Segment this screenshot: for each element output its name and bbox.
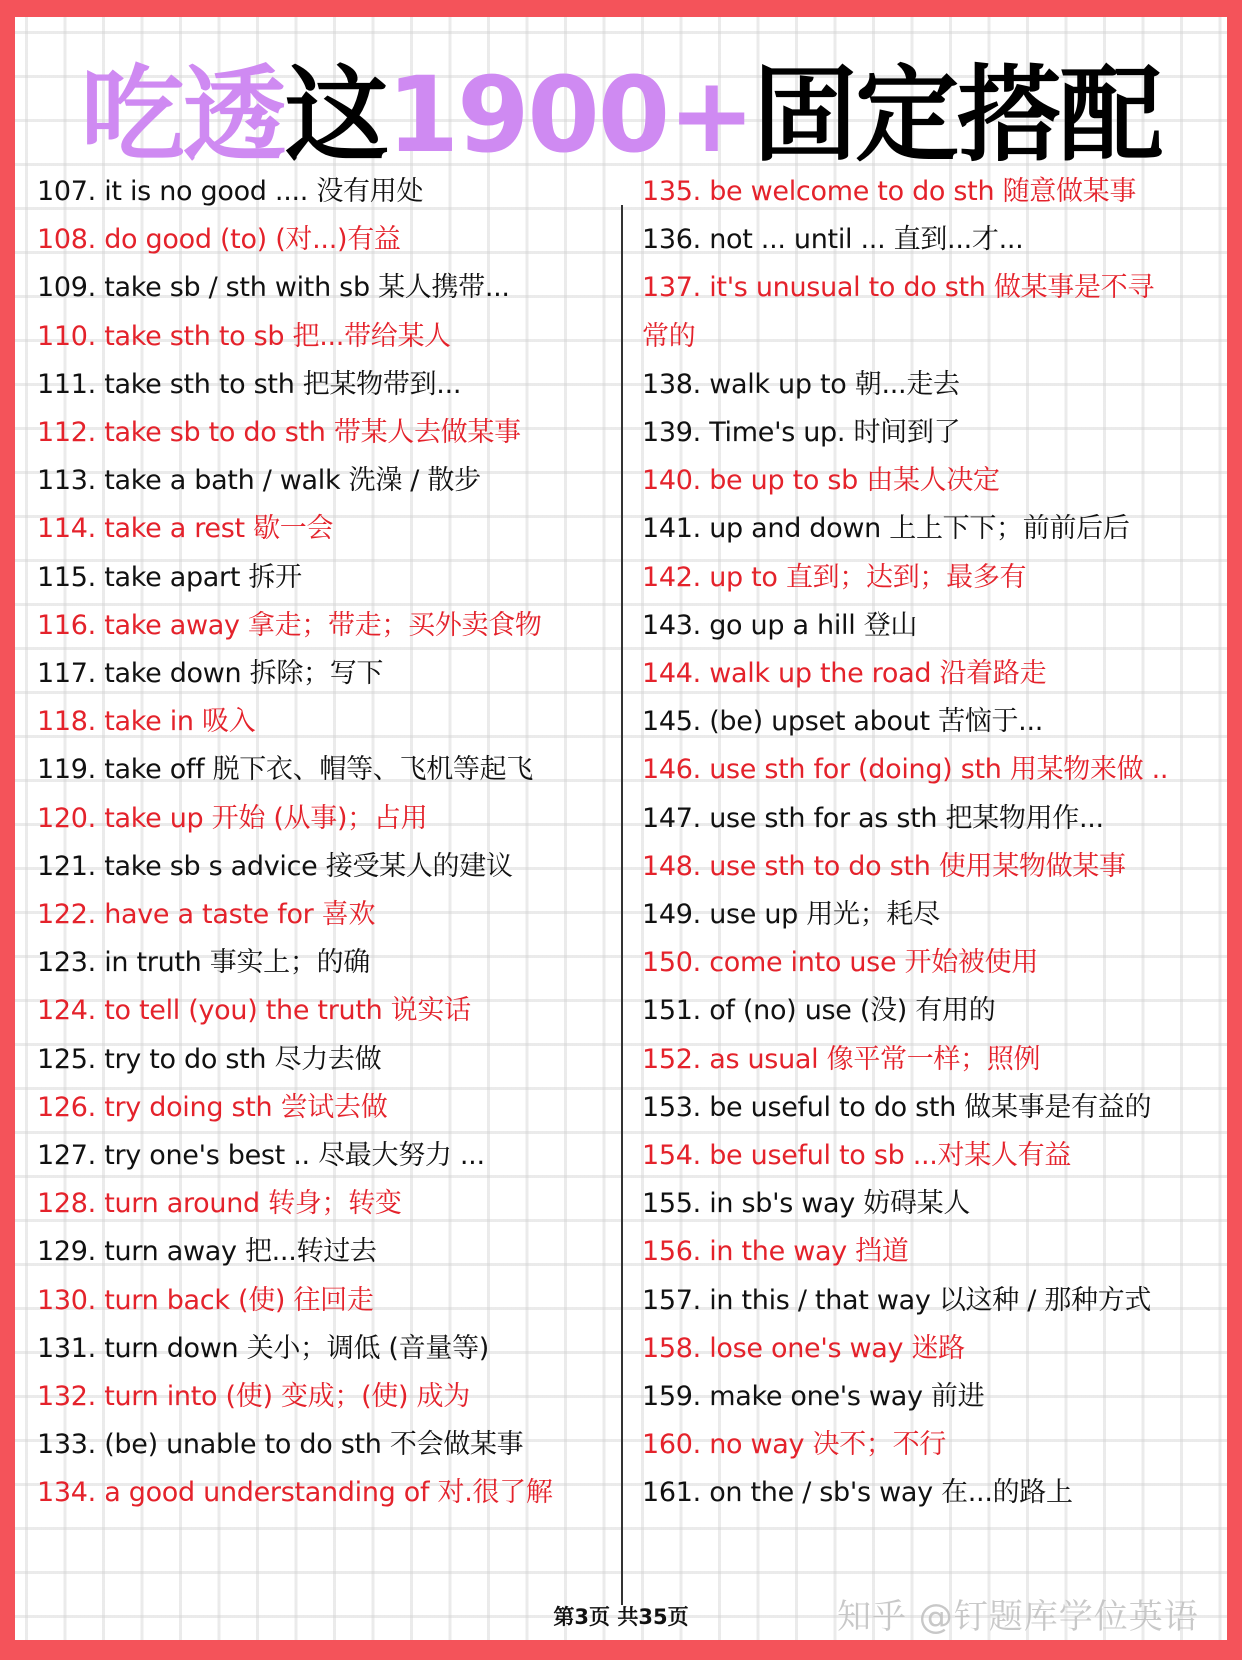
phrase-item: 142. up to 直到；达到；最多有 — [642, 561, 1027, 593]
phrase-item: 129. turn away 把...转过去 — [37, 1236, 377, 1268]
phrase-item: 154. be useful to sb ...对某人有益 — [642, 1140, 1072, 1171]
phrase-item: 144. walk up the road 沿着路走 — [642, 658, 1047, 689]
phrase-item: 145. (be) upset about 苦恼于... — [642, 706, 1044, 738]
phrase-item: 118. take in 吸入 — [37, 706, 256, 738]
phrase-item: 107. it is no good .... 没有用处 — [37, 176, 424, 207]
phrase-item: 123. in truth 事实上；的确 — [37, 947, 370, 979]
phrase-item: 135. be welcome to do sth 随意做某事 — [642, 176, 1137, 207]
phrase-item: 116. take away 拿走；带走；买外卖食物 — [37, 609, 542, 641]
phrase-item: 109. take sb / sth with sb 某人携带... — [37, 272, 510, 304]
phrase-item: 133. (be) unable to do sth 不会做某事 — [37, 1429, 524, 1461]
phrase-item: 153. be useful to do sth 做某事是有益的 — [642, 1091, 1152, 1123]
phrase-item: 140. be up to sb 由某人决定 — [642, 465, 1000, 497]
watermark: 知乎 @钉题库学位英语 — [837, 1597, 1199, 1637]
phrase-item: 110. take sth to sb 把...带给某人 — [37, 320, 451, 352]
phrase-item: 149. use up 用光；耗尽 — [642, 899, 940, 930]
title-part-2: 这 — [284, 54, 387, 176]
phrase-item: 156. in the way 挡道 — [642, 1236, 909, 1268]
phrase-item: 122. have a taste for 喜欢 — [37, 899, 376, 930]
phrase-item: 141. up and down 上上下下；前前后后 — [642, 513, 1130, 545]
title-part-4: 固定搭配 — [753, 54, 1162, 176]
phrase-item: 136. not ... until ... 直到...才... — [642, 224, 1024, 256]
phrase-item: 127. try one's best .. 尽最大努力 ... — [37, 1140, 485, 1171]
phrase-item: 158. lose one's way 迷路 — [642, 1332, 965, 1364]
phrase-item: 108. do good (to) (对...)有益 — [37, 224, 401, 256]
phrase-item: 147. use sth for as sth 把某物用作... — [642, 802, 1104, 834]
phrase-item: 157. in this / that way 以这种 / 那种方式 — [642, 1284, 1152, 1316]
phrase-item: 113. take a bath / walk 洗澡 / 散步 — [37, 465, 481, 497]
phrase-item: 151. of (no) use (没) 有用的 — [642, 995, 996, 1027]
column-divider — [621, 205, 623, 1605]
phrase-item: 131. turn down 关小；调低 (音量等) — [37, 1332, 490, 1364]
phrase-item: 143. go up a hill 登山 — [642, 609, 918, 641]
page-title — [15, 55, 1227, 175]
phrase-item: 138. walk up to 朝...走去 — [642, 368, 960, 400]
phrase-item: 115. take apart 拆开 — [37, 561, 302, 593]
phrase-item: 121. take sb s advice 接受某人的建议 — [37, 850, 513, 882]
phrase-item: 常的 — [642, 320, 696, 352]
phrase-item: 159. make one's way 前进 — [642, 1381, 985, 1412]
phrase-item: 150. come into use 开始被使用 — [642, 947, 1039, 979]
phrase-item: 112. take sb to do sth 带某人去做某事 — [37, 417, 521, 448]
phrase-item: 114. take a rest 歇一会 — [37, 513, 334, 545]
phrase-item: 134. a good understanding of 对.很了解 — [37, 1477, 553, 1509]
phrase-item: 111. take sth to sth 把某物带到... — [37, 368, 462, 400]
phrase-item: 160. no way 决不；不行 — [642, 1429, 947, 1461]
phrase-item: 128. turn around 转身；转变 — [37, 1188, 402, 1220]
phrase-item: 126. try doing sth 尝试去做 — [37, 1091, 388, 1123]
phrase-item: 161. on the / sb's way 在...的路上 — [642, 1477, 1073, 1509]
phrase-item: 125. try to do sth 尽力去做 — [37, 1043, 382, 1075]
phrase-item: 117. take down 拆除；写下 — [37, 658, 384, 689]
phrase-item: 148. use sth to do sth 使用某物做某事 — [642, 850, 1126, 882]
phrase-item: 132. turn into (使) 变成；(使) 成为 — [37, 1381, 470, 1412]
phrase-item: 120. take up 开始 (从事)；占用 — [37, 802, 428, 834]
page-indicator: 第3页 共35页 — [553, 1605, 689, 1629]
phrase-item: 124. to tell (you) the truth 说实话 — [37, 995, 471, 1027]
phrase-item: 155. in sb's way 妨碍某人 — [642, 1188, 971, 1220]
phrase-item: 119. take off 脱下衣、帽等、飞机等起飞 — [37, 754, 534, 786]
phrase-item: 130. turn back (使) 往回走 — [37, 1284, 374, 1316]
title-part-1: 吃透 — [80, 54, 285, 176]
phrase-item: 152. as usual 像平常一样；照例 — [642, 1043, 1041, 1075]
phrase-item: 139. Time's up. 时间到了 — [642, 417, 961, 448]
title-part-3: 1900+ — [386, 54, 754, 176]
phrase-item: 146. use sth for (doing) sth 用某物来做 .. — [642, 754, 1169, 786]
phrase-item: 137. it's unusual to do sth 做某事是不寻 — [642, 272, 1155, 304]
document-page — [15, 17, 1227, 1640]
